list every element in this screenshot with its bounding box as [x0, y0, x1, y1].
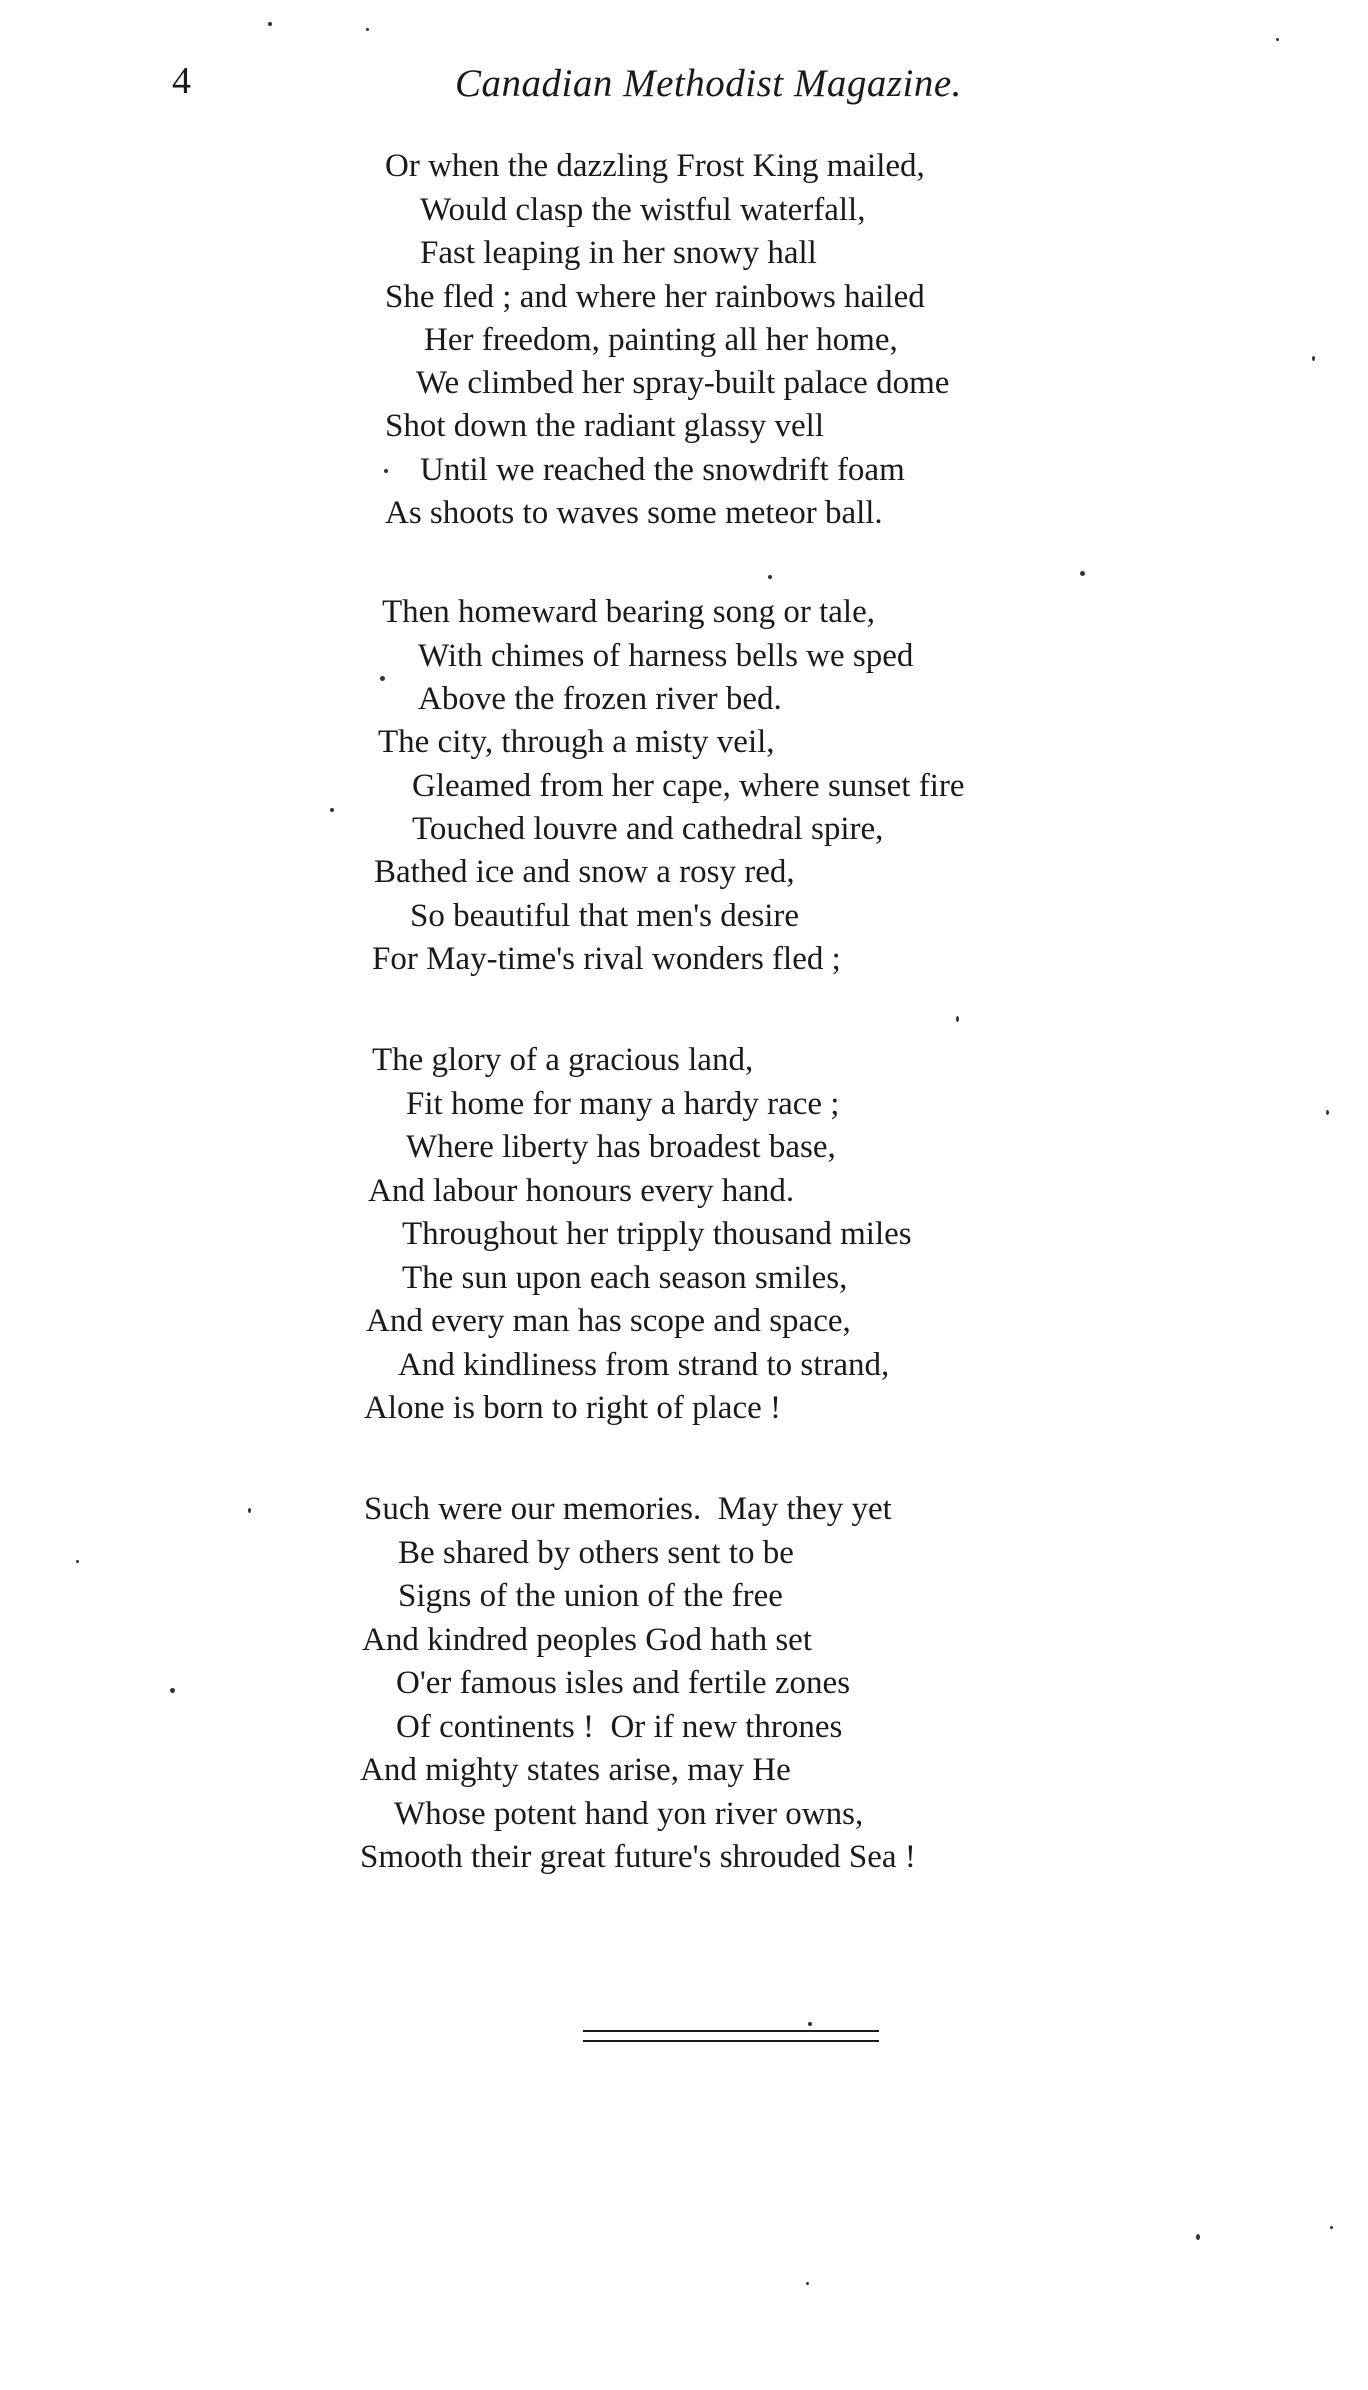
- scan-speck: [768, 575, 772, 579]
- poem-line: Where liberty has broadest base,: [406, 1129, 836, 1165]
- scan-speck: [1276, 38, 1279, 41]
- poem-line: For May-time's rival wonders fled ;: [372, 941, 841, 977]
- poem-line: Smooth their great future's shrouded Sea !: [360, 1839, 916, 1875]
- poem-line: The city, through a misty veil,: [378, 724, 775, 760]
- poem-line: Shot down the radiant glassy vell: [385, 408, 825, 444]
- poem-line: O'er famous isles and fertile zones: [396, 1665, 851, 1701]
- scan-speck: [76, 1560, 79, 1563]
- scan-speck: [1330, 2226, 1333, 2229]
- poem-line: With chimes of harness bells we sped: [418, 638, 914, 674]
- scan-speck: [170, 1688, 175, 1693]
- scan-speck: [956, 1016, 959, 1022]
- scan-speck: [268, 22, 272, 26]
- scan-speck: [384, 469, 388, 473]
- poem-line: Would clasp the wistful waterfall,: [420, 192, 866, 228]
- poem-line: Or when the dazzling Frost King mailed,: [385, 148, 925, 184]
- poem-line: Her freedom, painting all her home,: [424, 322, 898, 358]
- poem-line: Of continents ! Or if new thrones: [396, 1709, 843, 1745]
- poem-line: Such were our memories. May they yet: [364, 1491, 892, 1527]
- poem-line: And mighty states arise, may He: [360, 1752, 791, 1788]
- scan-speck: [1326, 1110, 1329, 1115]
- poem-line: And kindliness from strand to strand,: [398, 1347, 890, 1383]
- scan-speck: [1196, 2234, 1200, 2240]
- poem-line: Above the frozen river bed.: [418, 681, 782, 717]
- poem-line: And every man has scope and space,: [366, 1303, 851, 1339]
- scan-speck: [1312, 356, 1315, 361]
- page-number: 4: [172, 60, 191, 102]
- poem-line: As shoots to waves some meteor ball.: [385, 495, 883, 531]
- poem-line: The glory of a gracious land,: [372, 1042, 754, 1078]
- poem-line: And kindred peoples God hath set: [362, 1622, 812, 1658]
- scan-speck: [806, 2282, 809, 2285]
- poem-line: Be shared by others sent to be: [398, 1535, 794, 1571]
- poem-line: She fled ; and where her rainbows hailed: [385, 279, 925, 315]
- end-rule-top: [583, 2030, 879, 2032]
- scan-speck: [808, 2022, 812, 2026]
- poem-line: Fast leaping in her snowy hall: [420, 235, 817, 271]
- poem-line: Until we reached the snowdrift foam: [420, 452, 905, 488]
- poem-line: Whose potent hand yon river owns,: [394, 1796, 864, 1832]
- poem-line: Alone is born to right of place !: [364, 1390, 781, 1426]
- poem-line: Gleamed from her cape, where sunset fire: [412, 768, 965, 804]
- poem-line: Fit home for many a hardy race ;: [406, 1086, 840, 1122]
- poem-line: We climbed her spray-built palace dome: [416, 365, 950, 401]
- scan-speck: [366, 28, 369, 31]
- poem-line: Signs of the union of the free: [398, 1578, 783, 1614]
- poem-line: Throughout her tripply thousand miles: [402, 1216, 912, 1252]
- poem-line: Then homeward bearing song or tale,: [382, 594, 876, 630]
- end-rule-bottom: [583, 2040, 879, 2042]
- poem-line: So beautiful that men's desire: [410, 898, 800, 934]
- running-head: Canadian Methodist Magazine.: [455, 62, 962, 105]
- scan-speck: [1080, 571, 1085, 576]
- scan-speck: [380, 676, 385, 681]
- poem-line: Bathed ice and snow a rosy red,: [374, 854, 795, 890]
- scan-speck: [330, 808, 334, 812]
- scan-speck: [248, 1508, 251, 1513]
- poem-line: And labour honours every hand.: [368, 1173, 795, 1209]
- poem-line: The sun upon each season smiles,: [402, 1260, 848, 1296]
- poem-line: Touched louvre and cathedral spire,: [412, 811, 884, 847]
